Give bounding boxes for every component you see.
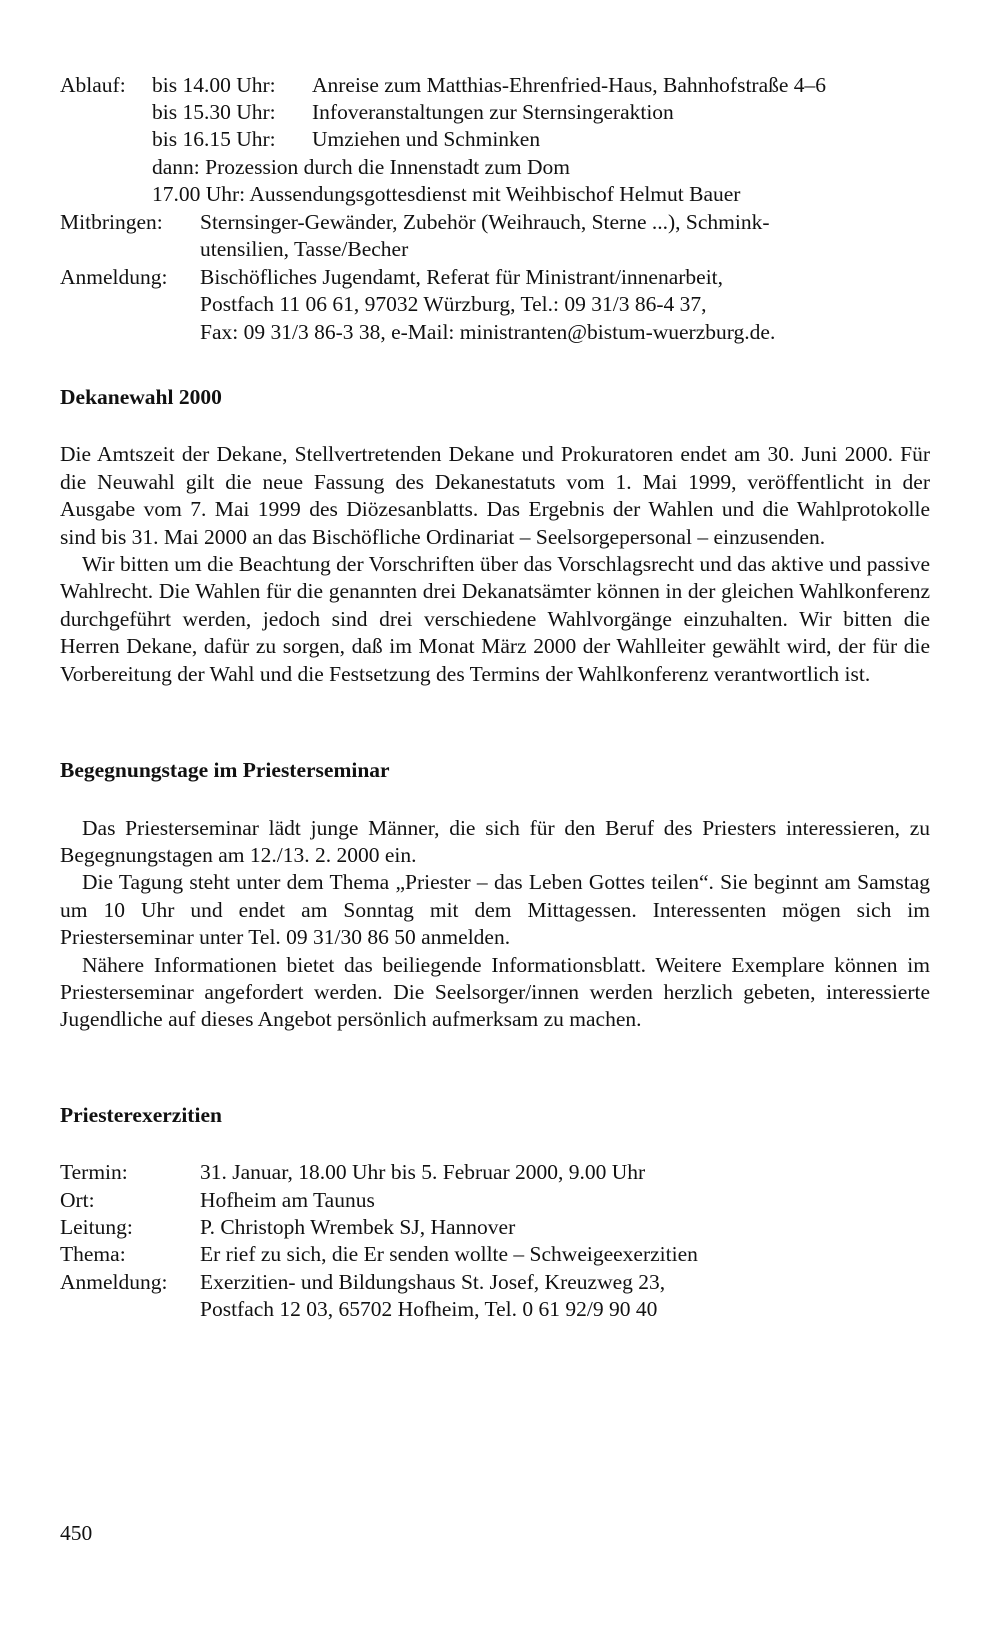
exerzitien-label: Termin: [60,1160,128,1185]
ablauf-text: Umziehen und Schminken [312,127,541,151]
exerzitien-label: Thema: [60,1242,126,1267]
exerzitien-value: 31. Januar, 18.00 Uhr bis 5. Februar 2000, 9.00 Uhr [200,1160,646,1185]
exerzitien-value: Postfach 12 03, 65702 Hofheim, Tel. 0 61 92/9 90 40 [200,1297,658,1322]
mitbringen-row [60,209,930,264]
section-heading-priesterexerzitien: Priesterexerzitien [60,1102,222,1127]
ablauf-item [152,72,826,99]
exerzitien-row-thema [60,1241,930,1268]
exerzitien-value: Exerzitien- und Bildungshaus St. Josef, Kreuzweg 23, [200,1269,666,1294]
ablauf-time: bis 15.30 Uhr: [152,100,276,124]
exerzitien-value: Hofheim am Taunus [200,1187,375,1212]
begegnung-body [60,815,930,1034]
paragraph: Nähere Informationen bietet das beiliegende Informationsblatt. Weitere Exemplare können im Priesterseminar angefordert werden. Die Seelsorger/innen werden herzlich gebeten, interessierte Jugendliche auf dieses Angebot persönlich aufmerksam zu machen. [60,952,930,1032]
paragraph: Das Priesterseminar lädt junge Männer, die sich für den Beruf des Priesters interessieren, zu Begegnungstagen am 12./13. 2. 2000 ein. [60,815,930,867]
section-heading-begegnungstage: Begegnungstage im Priesterseminar [60,758,390,783]
mitbringen-label: Mitbringen: [60,210,163,234]
paragraph: Die Amtszeit der Dekane, Stellvertretenden Dekane und Prokuratoren endet am 30. Juni 2000. Für die Neuwahl gilt die neue Fassung des Dekanestatuts vom 1. Mai 1999, veröffentlicht in der Ausgabe vom 7. Mai 1999 des Diözesanblatts. Das Ergebnis der Wahlen und die Wahlprotokolle sind bis 31. Mai 2000 an das Bischöfliche Ordinariat – Seelsorgepersonal – einzusenden. [60,442,930,549]
exerzitien-table [60,1159,930,1323]
exerzitien-label: Ort: [60,1187,95,1212]
exerzitien-label: Leitung: [60,1214,133,1239]
ablauf-text: Infoveranstaltungen zur Sternsingeraktion [312,100,674,124]
page-number: 450 [60,1521,93,1545]
ablauf-last: 17.00 Uhr: Aussendungsgottesdienst mit Weihbischof Helmut Bauer [152,182,741,206]
ablauf-item [152,126,540,153]
anmeldung-line: Bischöfliches Jugendamt, Referat für Ministrant/innenarbeit, [200,264,724,289]
ablauf-time: bis 16.15 Uhr: [152,127,276,151]
anmeldung-line: Fax: 09 31/3 86-3 38, e-Mail: ministranten@bistum-wuerzburg.de. [200,319,776,344]
exerzitien-row-anmeldung [60,1269,930,1324]
ablauf-dann: dann: Prozession durch die Innenstadt zum Dom [152,155,570,179]
ablauf-label: Ablauf: [60,73,126,97]
paragraph: Die Tagung steht unter dem Thema „Priester – das Leben Gottes teilen“. Sie beginnt am Samstag um 10 Uhr und endet am Sonntag mit dem Mittagessen. Interessenten mögen sich im Priesterseminar unter Tel. 09 31/30 86 50 anmelden. [60,870,930,950]
document-page [60,72,930,1324]
anmeldung-row [60,264,930,346]
exerzitien-value: P. Christoph Wrembek SJ, Hannover [200,1214,516,1239]
section-heading-dekanewahl: Dekanewahl 2000 [60,385,222,410]
paragraph: Wir bitten um die Beachtung der Vorschriften über das Vorschlagsrecht und das aktive und passive Wahlrecht. Die Wahlen für die genannten drei Dekanatsämter können in der gleichen Wahlkonferenz durchgeführt werden, jedoch sind drei verschiedene Wahlvorgänge einzuhalten. Wir bitten die Herren Dekane, dafür zu sorgen, daß im Monat März 2000 der Wahlleiter gewählt wird, der für die Vorbereitung der Wahl und die Festsetzung des Termins der Wahlkonferenz verantwortlich ist. [60,552,930,686]
anmeldung-line: Postfach 11 06 61, 97032 Würzburg, Tel.: 09 31/3 86-4 37, [200,292,707,317]
exerzitien-label: Anmeldung: [60,1269,168,1294]
exerzitien-row-leitung [60,1214,930,1241]
exerzitien-value: Er rief zu sich, die Er senden wollte – Schweigeexerzitien [200,1242,698,1267]
exerzitien-row-ort [60,1187,930,1214]
ablauf-block [60,72,930,209]
anmeldung-label: Anmeldung: [60,264,168,289]
exerzitien-row-termin [60,1159,930,1186]
dekanewahl-body [60,441,930,688]
mitbringen-line: utensilien, Tasse/Becher [200,237,409,262]
ablauf-time: bis 14.00 Uhr: [152,73,276,97]
ablauf-item [152,99,674,126]
mitbringen-line: Sternsinger-Gewänder, Zubehör (Weihrauch, Sterne ...), Schmink- [200,210,770,234]
ablauf-text: Anreise zum Matthias-Ehrenfried-Haus, Bahnhofstraße 4–6 [312,73,827,97]
